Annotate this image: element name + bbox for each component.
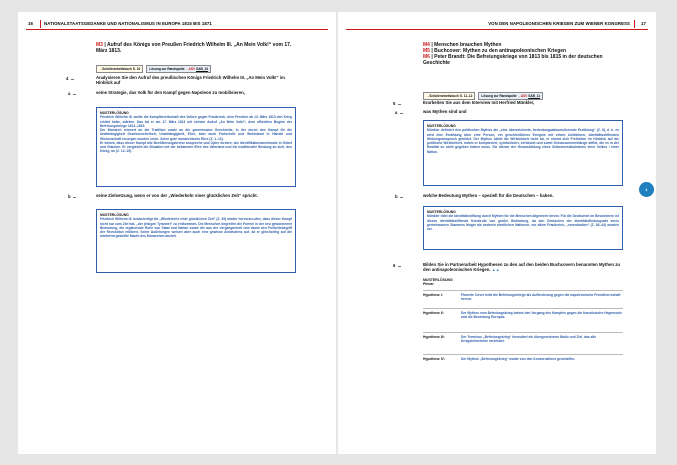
row-value: Der Mythos „Befreiungskrieg“ wurde von den Konservativen geschaffen. bbox=[461, 357, 576, 361]
row-value: Der Terminus „Befreiungskrieg“ formuliert ein übergeordnetes Motiv und Ziel, das alle Kriegsteilnehmer verbindet. bbox=[461, 335, 597, 344]
header-separator bbox=[40, 20, 41, 28]
tick-mark bbox=[73, 197, 76, 198]
task-number: 4 bbox=[66, 76, 69, 81]
solution-paragraph: Münkler definiert den politischen Mythos als „eine überzeichnete, bedeutungsakkumulierende Erzählung“ (Z. 8), d. h. es wird eine Erzählung über eine Person, ein geschichtliches Ereignis mit einem kollektiven, identitätsstiftenden Wirkungsanspruch gebildet. Der Mythos bildet die Wirklichkeit nicht ab, er nimmt sich Freiheiten im Hinblick auf die politische Wirklichkeit, indem er komplexiert, symbolisiert, verbindet und somit Sinnzusammenhänge stiftet, die es in der Realität so nicht gegeben haben muss. Sie dienen der Herausbildung eines Selbstverständnisses einer Volkes / einer Nation. bbox=[427, 128, 619, 154]
solution-reference[interactable]: Lösung zur Randspalte →ASV SAB_10 bbox=[146, 65, 211, 72]
solution-box bbox=[96, 209, 296, 273]
material-line: M4 | Menschen brauchen Mythen bbox=[423, 42, 502, 48]
row-value: Der Mythos vom Befreiungskrieg betont den Vorgang des Kampfes gegen die französische Hegemonie und die Besetzung Europas. bbox=[461, 311, 622, 320]
hypothesis-table bbox=[423, 278, 623, 378]
header-separator bbox=[634, 20, 635, 28]
solution-paragraph: Münkler hebt die Identitätsstiftung durch Mythen für die Menschen allgemein hervor. Für die Deutschen im Besonderen ist dieses identitätsstiftende Konstrukt von großer Bedeutung, da den Deutschen der Identitätsfindungsakt eines gemeinsamen Stammes länger als anderen westlichen Nationen, vor allem Frankreich, „vorenthalten“ (Z. 36–44) worden sei. bbox=[427, 214, 619, 231]
page-number: 17 bbox=[641, 21, 646, 26]
row-label: Hypothese III: bbox=[423, 335, 445, 339]
task-intro: Analysieren Sie den Aufruf des preußischen Königs Friedrich Wilhelm III. „An Mein Volk!“ im Hinblick auf bbox=[96, 75, 285, 86]
solution-paragraph: Der Monarch erinnert an die Tradition sowie an die gemeinsame Geschichte, in der durch den Kampf für die Unabhängigkeit Gewissensfreiheit, Unabhängigkeit, Ehre, aber auch Fortschritt und Wohlstand in Handel und Wissenschaft errungen worden seien. Seine gute monarchische Ehre (Z. 1–13). bbox=[100, 128, 292, 141]
task-intro: Erarbeiten Sie aus dem Interview mit Herfried Münkler, bbox=[423, 100, 535, 105]
workbook-reference[interactable]: →Schülerarbeitsbuch S. 11–12 bbox=[423, 92, 475, 99]
left-page-header bbox=[26, 19, 328, 30]
chapter-tab[interactable]: 1 bbox=[639, 182, 654, 197]
subtask-text: seine Zielsetzung, wenn er von der „Wiederkehr einer glücklichen Zeit“ spricht. bbox=[96, 193, 258, 198]
solution-box bbox=[96, 107, 296, 187]
solution-label: MUSTERLÖSUNG bbox=[100, 212, 129, 217]
solution-label: MUSTERLÖSUNG bbox=[427, 209, 456, 214]
tick-mark bbox=[73, 94, 76, 95]
reference-row bbox=[96, 57, 214, 75]
task-number: 6 bbox=[393, 263, 396, 268]
tick-mark bbox=[400, 197, 403, 198]
row-label: Hypothese II: bbox=[423, 311, 444, 315]
subtask-text: was Mythen sind und bbox=[423, 109, 467, 114]
subtask-text: welche Bedeutung Mythen – speziell für die Deutschen – haben. bbox=[423, 193, 554, 198]
task-number: 5 bbox=[393, 101, 396, 106]
workbook-reference[interactable]: →Schülerarbeitsbuch S. 10 bbox=[96, 65, 143, 72]
page-number: 16 bbox=[28, 21, 33, 26]
table-row bbox=[423, 354, 623, 370]
solution-paragraph: Friedrich Wilhelm III. beabsichtigt die „Wiederkehr einer glücklichen Zeit“ (Z. 39) wieder hervorzurufen, dass dieser Kampf nicht nur zum Ziel hat, „der jetzigen Tyrannei“ zu entkommen. Die Menschen begreifen die Formel in der neu gewonnenen Bedeutung, die ergänzende Rolle von Staat und Nation sowie die aus der Vergangenheit und damit den Freiheitsbegriff der Revolution erklären. Seine Äußerungen weisen aber auch eine gewisse Ambivalenz auf, da er gleichzeitig auf die wiederhergestellte Macht des Monarchen abzielt. bbox=[100, 217, 292, 239]
solution-label: MUSTERLÖSUNG bbox=[423, 278, 453, 282]
material-titles bbox=[423, 42, 623, 66]
right-page-header bbox=[346, 19, 648, 30]
table-subtitle: Plenar bbox=[423, 282, 434, 287]
row-label: Hypothese IV: bbox=[423, 357, 445, 361]
subtask-label: a bbox=[68, 91, 71, 96]
solution-paragraph: Friedrich Wilhelm III. wollte die Kampfbereitschaft des Volkes gegen Frankreich, dem Preußen ab 13. März 1813 den Krieg erklärt hatte, stärken. Das tat er am 17. März 1813 mit seinem Aufruf „An Mein Volk!“, dem offiziellen Beginn der Befreiungskriege 1813–1815. bbox=[100, 115, 292, 128]
chapter-title: NATIONALSTAATSGEDANKE UND NATIONALISMUS IN EUROPA 1815 BIS 1871 bbox=[44, 21, 212, 26]
row-value: Planerte Cover hebt die Befreiungskriege als Aufforderung gegen die napoleonische Fremdherrschaft hervor. bbox=[461, 293, 621, 302]
tick-mark bbox=[71, 79, 74, 80]
tick-mark bbox=[398, 104, 401, 105]
right-page bbox=[338, 12, 656, 454]
solution-reference[interactable]: Lösung zur Randspalte →ASV SAB_11 bbox=[478, 92, 543, 99]
material-line: M6 | Peter Brandt: Die Befreiungskriege von 1813 bis 1815 in der deutschen Geschichte bbox=[423, 54, 603, 66]
material-line: M5 | Buchcover: Mythen zu den antinapoleonischen Kriegen bbox=[423, 48, 567, 54]
subtask-label: b bbox=[395, 194, 398, 199]
material-titles bbox=[96, 42, 296, 54]
tick-mark bbox=[400, 113, 403, 114]
solution-box bbox=[423, 206, 623, 250]
tick-mark bbox=[398, 266, 401, 267]
task-intro: Bilden Sie in Partnerarbeit Hypothesen zu den auf den beiden Buchcovern benannten Mythen zu den antinapoleonischen Kriegen. ▲▲ bbox=[423, 262, 620, 273]
subtask-label: b bbox=[68, 194, 71, 199]
left-page bbox=[18, 12, 336, 454]
table-row bbox=[423, 290, 623, 306]
solution-label: MUSTERLÖSUNG bbox=[100, 110, 129, 115]
table-row bbox=[423, 308, 623, 330]
subtask-label: a bbox=[395, 110, 398, 115]
table-row bbox=[423, 332, 623, 352]
solution-paragraph: Er betont, dass dieser Kampf alle Bevölkerungskreise anspreche und Opfer fordere, wie Identifikationsmerkmale in Gebet und Glauben. Er vergleicht die Situation mit der bekannten Ehre des Vaterland und die traditionelle Bindung an sich, den König, an (Z. 12–15). bbox=[100, 140, 292, 154]
solution-box bbox=[423, 120, 623, 186]
material-line: M3 | Aufruf des Königs von Preußen Friedrich Wilhelm III. „An Mein Volk!“ vom 17. März 1813. bbox=[96, 42, 292, 54]
subtask-text: seine Strategie, das Volk für den Kampf gegen Napoleon zu mobilisieren, bbox=[96, 90, 245, 95]
solution-label: MUSTERLÖSUNG bbox=[427, 123, 456, 128]
row-label: Hypothese I: bbox=[423, 293, 443, 297]
group-icon: ▲▲ bbox=[491, 267, 500, 273]
chapter-title: VON DEN NAPOLEONISCHEN KRIEGEN ZUM WIENER KONGRESS bbox=[488, 21, 630, 26]
